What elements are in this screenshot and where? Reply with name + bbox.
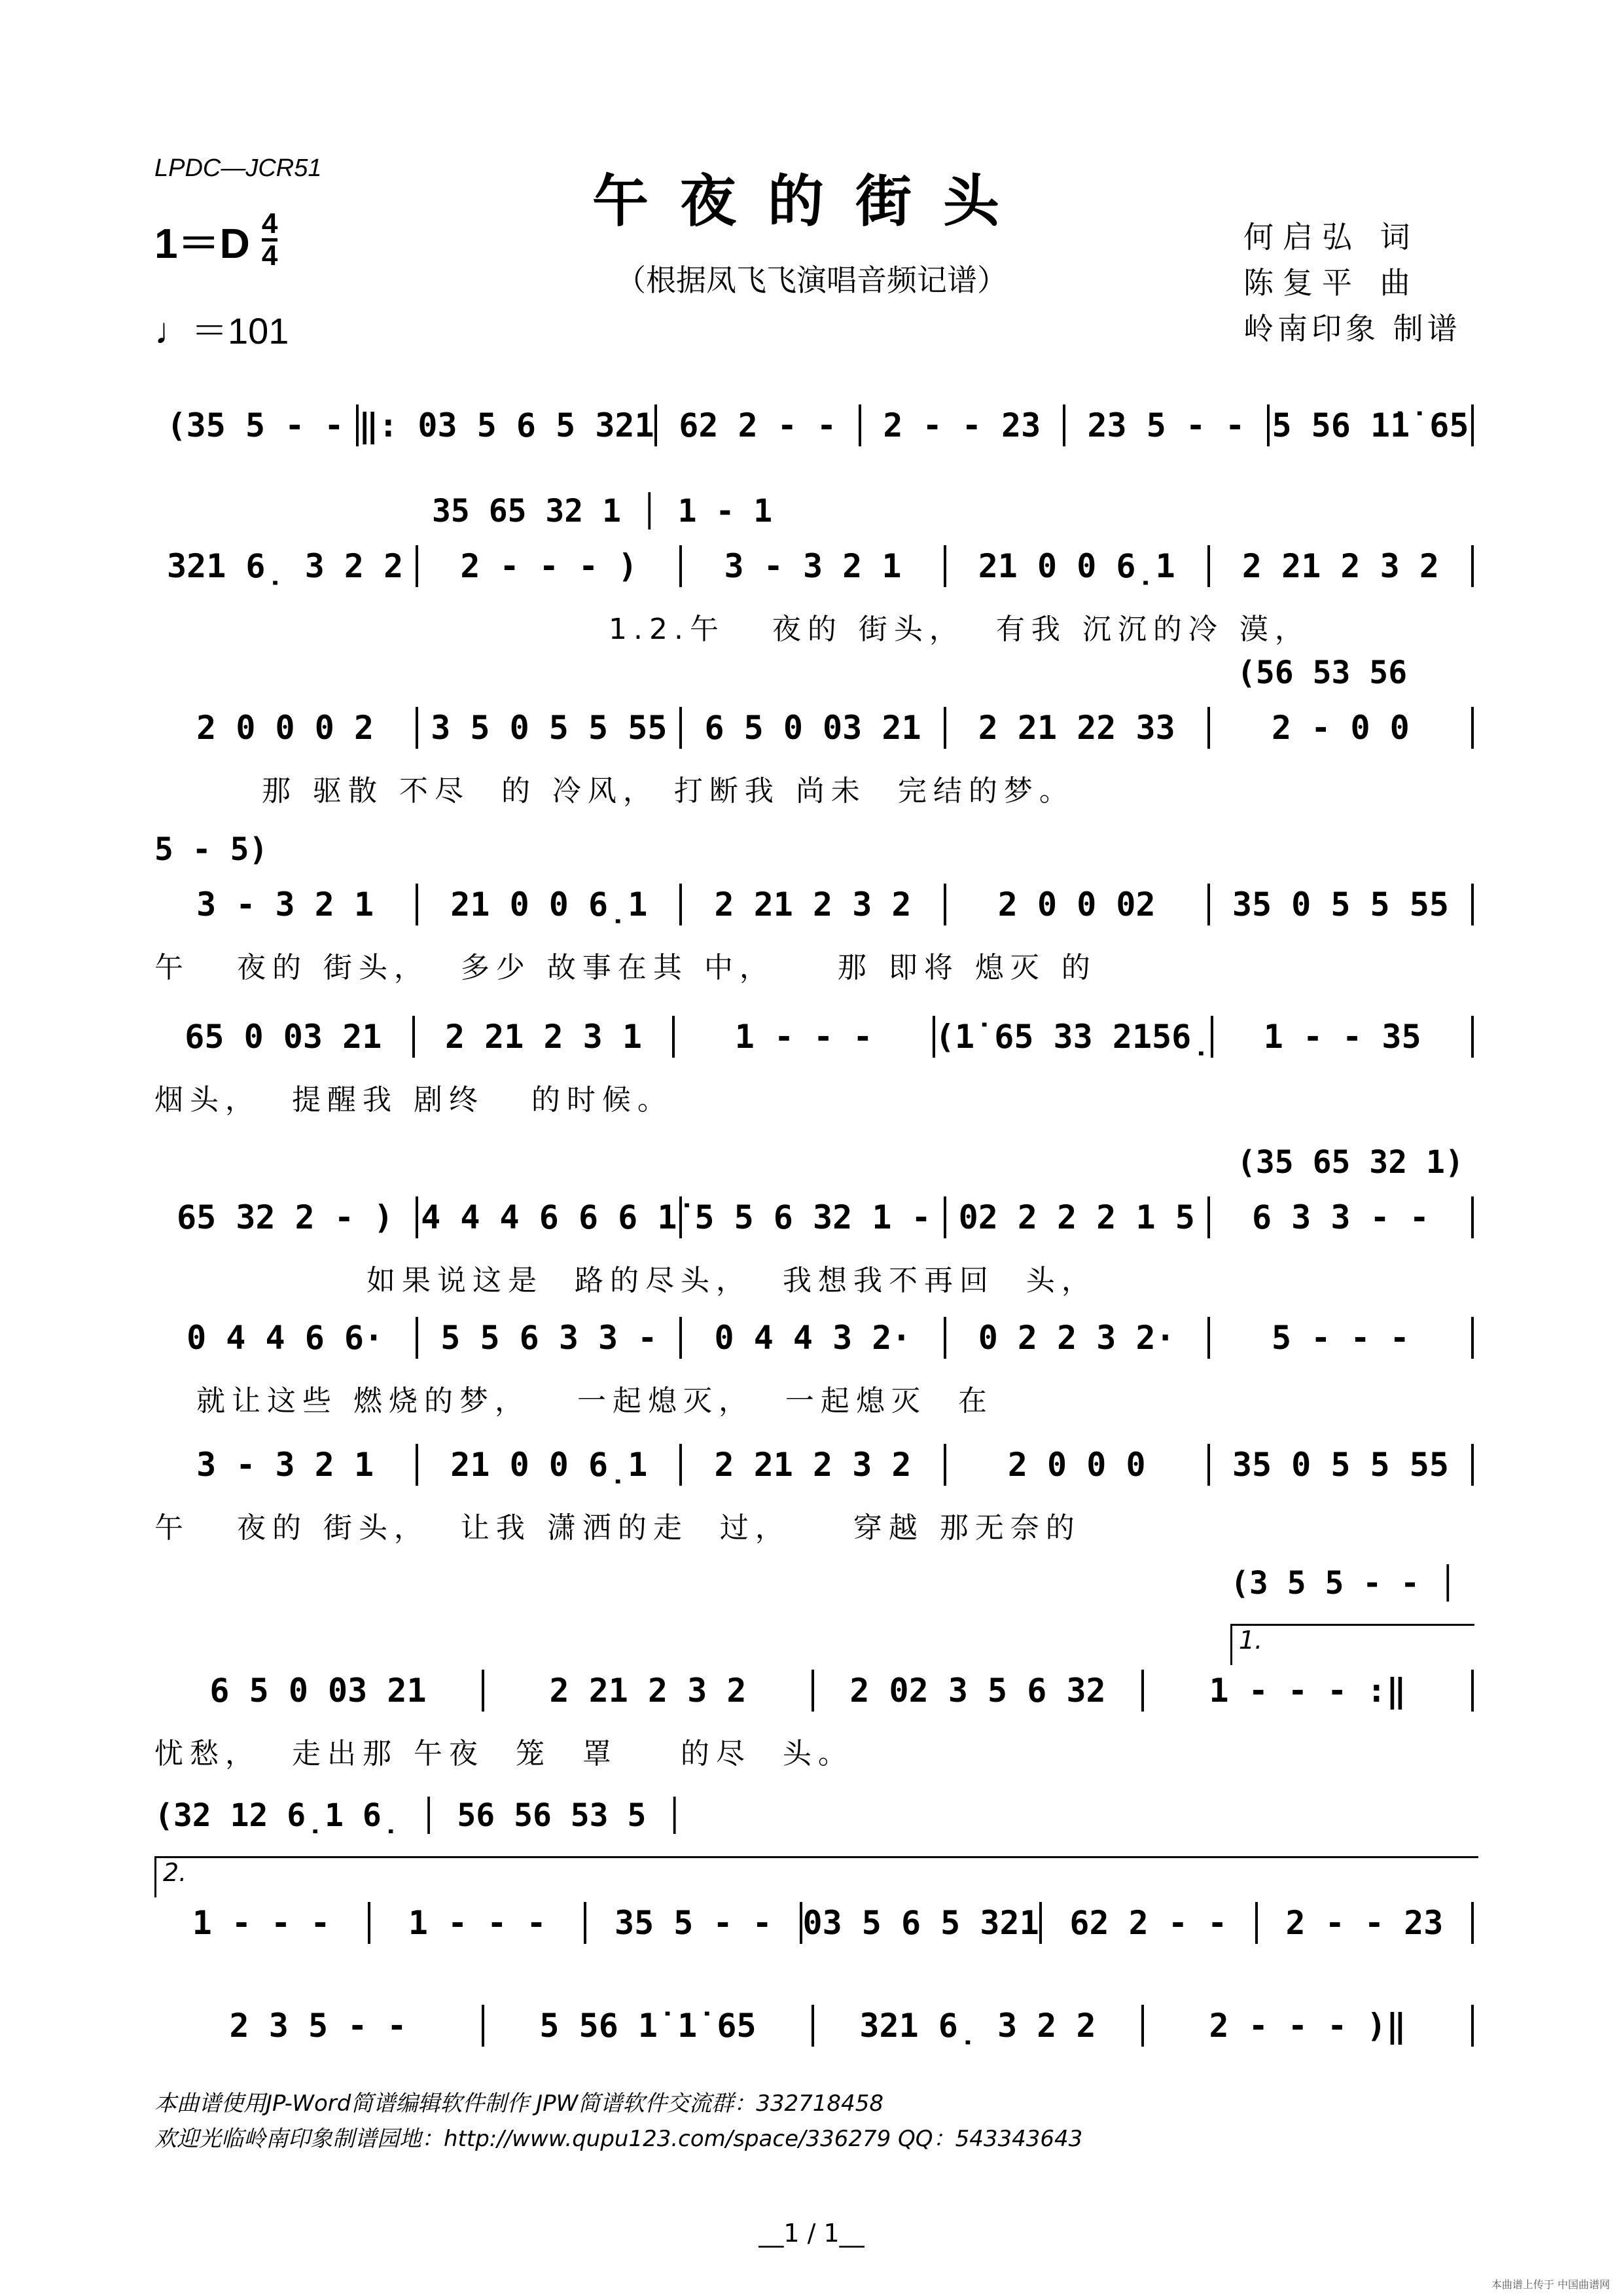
measure: 6 3 3 - - — [1210, 1196, 1474, 1238]
measure: 6 5 0 03 21 — [154, 1670, 484, 1712]
lyrics-line: 午 夜的 街头， 让我 潇洒的走 过， 穿越 那无奈的 — [154, 1511, 1081, 1545]
measure: 62 2 - - — [657, 404, 861, 446]
measure: 3 - 3 2 1 — [154, 884, 418, 925]
lyricist: 何启弘 词 — [1243, 219, 1419, 255]
measure: 35 5 - - — [586, 1902, 802, 1944]
measure: 5 56 1̇1̇ 65 — [1270, 404, 1474, 446]
measure: 23 5 - - — [1065, 404, 1270, 446]
ossia-line: (32 12 6̣1 6̣ │ 56 56 53 5 │ — [154, 1797, 685, 1834]
staff-line — [154, 1902, 1474, 1944]
measure: 2 21 2 3 2 — [682, 884, 946, 925]
measure: 0 4 4 6 6· — [154, 1317, 418, 1359]
measure: 2 21 22 33 — [946, 707, 1210, 749]
measure: 65 32 2 - ) — [154, 1196, 418, 1238]
footer-line-2: 欢迎光临岭南印象制谱园地：http://www.qupu123.com/space/336279 QQ：543343643 — [154, 2126, 1083, 2152]
measure: 2 21 2 3 1 — [415, 1016, 675, 1058]
measure: 2 0 0 0 — [946, 1444, 1210, 1486]
ossia-line: 5 - 5) — [154, 831, 268, 868]
time-signature — [262, 209, 277, 270]
measure: 3 - 3 2 1 — [682, 545, 946, 587]
lyrics-line: 午 夜的 街头， 多少 故事在其 中， 那 即将 熄灭 的 — [154, 951, 1097, 984]
measure: 2 21 2 3 2 — [682, 1444, 946, 1486]
measure: 5 - - - — [1210, 1317, 1474, 1359]
brand-watermark: 本曲谱上传于 中国曲谱网 — [1491, 2278, 1610, 2291]
ossia-line: 35 65 32 1 │ 1 - 1 — [432, 493, 773, 529]
measure: 6 5 0 03 21 — [682, 707, 946, 749]
staff-line — [154, 2005, 1474, 2047]
staff-line — [154, 1444, 1474, 1486]
lyrics-line: 1.2.午 夜的 街头， 有我 沉沉的冷 漠， — [609, 613, 1310, 646]
ossia-line: (56 53 56 — [1237, 655, 1408, 691]
measure: 21 0 0 6̣1 — [418, 1444, 682, 1486]
time-top: 4 — [262, 209, 277, 242]
footer-line-1: 本曲谱使用JP-Word简谱编辑软件制作 JPW简谱软件交流群：332718458 — [154, 2090, 883, 2117]
measure: 2 - - - )‖ — [1144, 2005, 1474, 2047]
measure: 1 - - - — [370, 1902, 586, 1944]
measure: 2 - - 23 — [861, 404, 1065, 446]
measure: (1̇ 65 33 2156̣ — [935, 1016, 1213, 1058]
key-signature — [154, 209, 277, 270]
measure: 1 - - - — [675, 1016, 935, 1058]
tempo: ♩＝101 — [154, 310, 289, 351]
volta-bracket: 2. — [154, 1856, 1478, 1897]
measure: 35 0 5 5 55 — [1210, 1444, 1474, 1486]
measure: 21 0 0 6̣1 — [418, 884, 682, 925]
measure: 4 4 4 6 6 6 1̇ — [418, 1196, 682, 1238]
measure: 2 21 2 3 2 — [484, 1670, 814, 1712]
measure: 2 - 0 0 — [1210, 707, 1474, 749]
measure: 321 6̣ 3 2 2 — [814, 2005, 1144, 2047]
key: 1＝D — [154, 219, 250, 267]
measure: 321 6̣ 3 2 2 — [154, 545, 418, 587]
staff-line — [154, 404, 1474, 446]
measure: 5 5 6 3 3 - — [418, 1317, 682, 1359]
volta-bracket: 1. — [1230, 1624, 1474, 1665]
measure: 1 - - 35 — [1213, 1016, 1474, 1058]
subtitle: （根据凤飞飞演唱音频记谱） — [616, 262, 1007, 298]
staff-line — [154, 1016, 1474, 1058]
measure: 1 - - - — [154, 1902, 370, 1944]
measure: 02 2 2 2 1 5 — [946, 1196, 1210, 1238]
staff-line — [154, 884, 1474, 925]
lyrics-line: 烟头， 提醒我 剧终 的时候。 — [154, 1083, 673, 1117]
measure: 2 - - - ) — [418, 545, 682, 587]
staff-line — [154, 1196, 1474, 1238]
measure: 03 5 6 5 321 — [802, 1902, 1041, 1944]
score-code: LPDC—JCR51 — [154, 154, 322, 182]
measure: 0 2 2 3 2· — [946, 1317, 1210, 1359]
page-number: __1 / 1__ — [758, 2219, 865, 2248]
lyrics-line: 那 驱散 不尽 的 冷风， 打断我 尚未 完结的梦。 — [262, 774, 1075, 808]
ossia-line: (3 5 5 - - │ — [1230, 1565, 1457, 1602]
song-title: 午夜的街头 — [592, 168, 1031, 234]
measure: 1 - - - :‖ — [1144, 1670, 1474, 1712]
measure: 3 5 0 5 5 55 — [418, 707, 682, 749]
lyrics-line: 忧愁， 走出那 午夜 笼 罩 的尽 头。 — [154, 1737, 853, 1770]
measure: ‖: 03 5 6 5 321 — [359, 404, 657, 446]
measure: 2 0 0 0 2 — [154, 707, 418, 749]
measure: 5 56 1̇ 1̇ 65 — [484, 2005, 814, 2047]
measure: 21 0 0 6̣1 — [946, 545, 1210, 587]
measure: 65 0 03 21 — [154, 1016, 415, 1058]
lyrics-line: 就让这些 燃烧的梦， 一起熄灭， 一起熄灭 在 — [196, 1384, 993, 1418]
measure: 0 4 4 3 2· — [682, 1317, 946, 1359]
staff-line — [154, 545, 1474, 587]
measure: 62 2 - - — [1042, 1902, 1258, 1944]
measure: 2 02 3 5 6 32 — [814, 1670, 1144, 1712]
lyrics-line: 如果说这是 路的尽头， 我想我不再回 头， — [366, 1264, 1097, 1297]
measure: (35 5 - - — [154, 404, 359, 446]
measure: 2 - - 23 — [1258, 1902, 1474, 1944]
measure: 5 5 6 32 1 - — [682, 1196, 946, 1238]
measure: 3 - 3 2 1 — [154, 1444, 418, 1486]
measure: 2 0 0 02 — [946, 884, 1210, 925]
staff-line — [154, 1317, 1474, 1359]
arranger: 岭南印象 制谱 — [1243, 311, 1461, 346]
ossia-line: (35 65 32 1) — [1237, 1144, 1464, 1181]
measure: 2 21 2 3 2 — [1210, 545, 1474, 587]
measure: 35 0 5 5 55 — [1210, 884, 1474, 925]
measure: 2 3 5 - - — [154, 2005, 484, 2047]
composer: 陈复平 曲 — [1243, 265, 1419, 300]
staff-line — [154, 1670, 1474, 1712]
time-bottom: 4 — [261, 240, 278, 272]
staff-line — [154, 707, 1474, 749]
